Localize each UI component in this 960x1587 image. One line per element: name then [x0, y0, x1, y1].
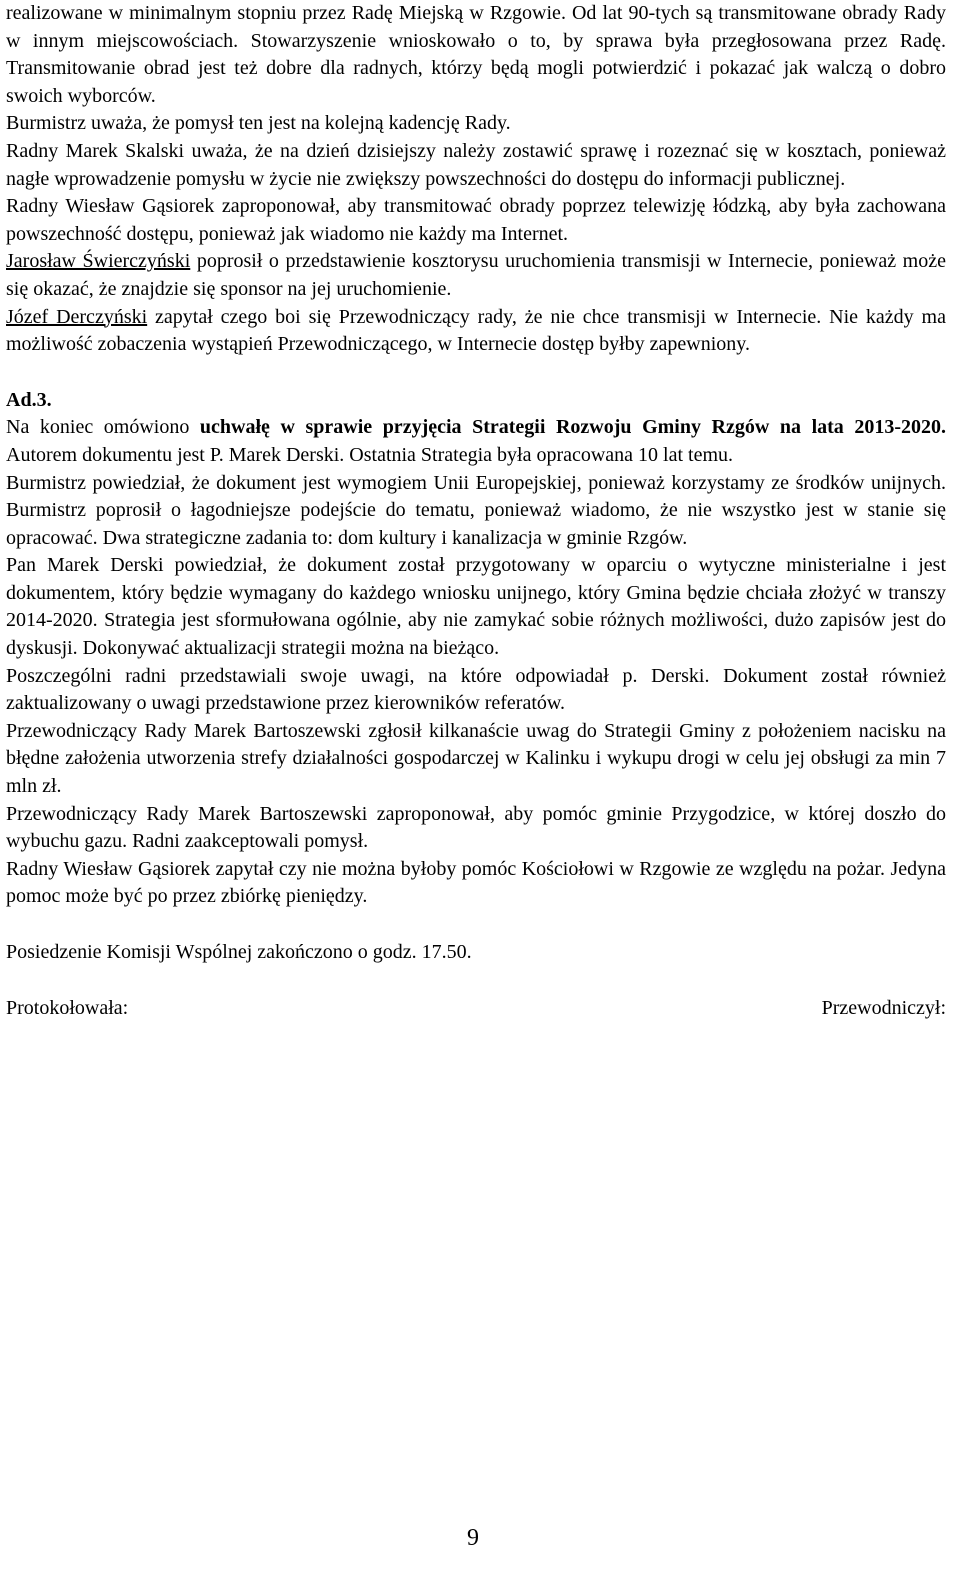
paragraph-swierczynski: [6, 248, 946, 303]
name-derczynski: Józef Derczyński: [6, 305, 148, 328]
spacer: [6, 911, 946, 939]
signature-recorder-label: Protokołowała:: [6, 996, 129, 1019]
paragraph-skalski: Radny Marek Skalski uważa, że na dzień dzisiejszy należy zostawić sprawę i rozeznać się w kosztach, ponieważ nagłe wprowadzenie pomysłu w życie nie zwiększy powszechności do dostępu do informacji publicznej.: [6, 139, 946, 190]
paragraph-strategy-resolution: [6, 414, 946, 469]
spacer: [6, 967, 946, 995]
paragraph-bartoszewski-remarks: Przewodniczący Rady Marek Bartoszewski zgłosił kilkanaście uwag do Strategii Gminy z położeniem nacisku na błędne założenia utworzenia strefy działalności gospodarczej w Kalinku i wykupu drogi w celu jej obsługi za min 7 mln zł.: [6, 719, 946, 798]
paragraph-transmission-intro: realizowane w minimalnym stopniu przez Radę Miejską w Rzgowie. Od lat 90-tych są transmitowane obrady Rady w innym miejscowościach. Stowarzyszenie wnioskowało o to, by sprawa była przegłosowana przez Radę. Transmitowanie obrad jest też dobre dla radnych, którzy będą mogli potwierdzić i pokazać jak walczą o dobro swoich wyborców.: [6, 2, 946, 107]
paragraph-swierczynski-text: poprosił o przedstawienie kosztorysu uruchomienia transmisji w Internecie, ponieważ może się okazać, że znajdzie się sponsor na jej uruchomienie.: [6, 250, 946, 300]
section-heading-ad3: Ad.3.: [6, 388, 52, 411]
paragraph-bartoszewski-help: Przewodniczący Rady Marek Bartoszewski zaproponował, aby pomóc gminie Przygodzice, w której doszło do wybuchu gazu. Radni zaakceptowali pomysł.: [6, 802, 946, 853]
paragraph-derczynski: [6, 304, 946, 359]
closing-statement: Posiedzenie Komisji Wspólnej zakończono o godz. 17.50.: [6, 941, 472, 963]
paragraph-strategy-pre: Na koniec omówiono: [6, 416, 200, 439]
page-number: 9: [467, 1525, 479, 1551]
paragraph-strategy-rest: Autorem dokumentu jest P. Marek Derski. Ostatnia Strategia była opracowana 10 lat temu.: [6, 443, 734, 466]
spacer: [6, 359, 946, 387]
paragraph-mayor-opinion: Burmistrz uważa, że pomysł ten jest na kolejną kadencję Rady.: [6, 112, 511, 135]
document-page: [6, 0, 946, 1022]
paragraph-gasiorek-church: Radny Wiesław Gąsiorek zapytał czy nie można byłoby pomóc Kościołowi w Rzgowie ze względu na pożar. Jedyna pomoc może być po przez zbiórkę pieniędzy.: [6, 857, 946, 908]
signature-block: [6, 995, 946, 1023]
paragraph-derczynski-text: zapytał czego boi się Przewodniczący rady, że nie chce transmisji w Internecie. Nie każdy ma możliwość zobaczenia wystąpień Przewodniczącego, w Internecie dostęp byłby zapewniony.: [6, 305, 946, 356]
resolution-title: uchwałę w sprawie przyjęcia Strategii Rozwoju Gminy Rzgów na lata 2013-2020.: [199, 416, 947, 439]
name-swierczynski: Jarosław Świerczyński: [6, 250, 191, 273]
paragraph-mayor-eu: Burmistrz powiedział, że dokument jest wymogiem Unii Europejskiej, ponieważ korzystamy ze środków unijnych. Burmistrz poprosił o łagodniejsze podejście do tematu, ponieważ wiadomo, że nie wszystko jest w stanie się opracować. Dwa strategiczne zadania to: dom kultury i kanalizacja w gminie Rzgów.: [6, 471, 946, 549]
paragraph-derski: Pan Marek Derski powiedział, że dokument został przygotowany w oparciu o wytyczne ministerialne i jest dokumentem, który będzie wymagany do każdego wniosku unijnego, który Gmina będzie chciała złożyć w transzy 2014-2020. Strategia jest sformułowana ogólnie, aby nie zamykać sobie różnych możliwości, dużo zapisów jest do dyskusji. Dokonywać aktualizacji strategii można na bieżąco.: [6, 554, 946, 660]
signature-chair-label: Przewodniczył:: [821, 996, 946, 1019]
paragraph-councillors-remarks: Poszczególni radni przedstawiali swoje uwagi, na które odpowiadał p. Derski. Dokument został również zaktualizowany o uwagi przedstawione przez kierowników referatów.: [6, 664, 946, 715]
paragraph-gasiorek-tv: Radny Wiesław Gąsiorek zaproponował, aby transmitować obrady poprzez telewizję łódzką, aby była zachowana powszechność dostępu, ponieważ jak wiadomo nie każdy ma Internet.: [6, 195, 946, 245]
